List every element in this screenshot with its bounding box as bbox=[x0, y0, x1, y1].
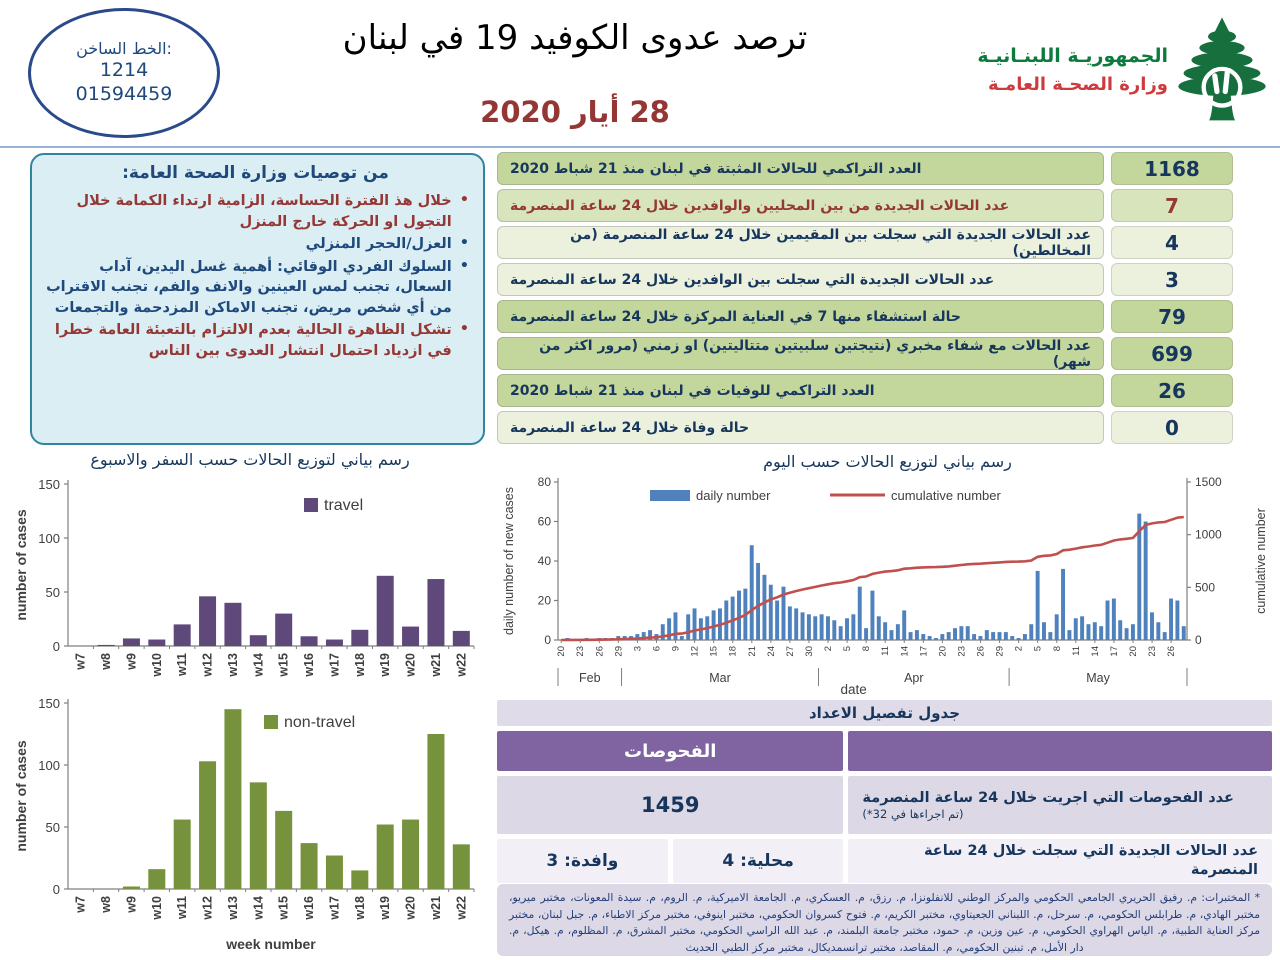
table-row bbox=[497, 263, 1233, 296]
svg-text:8: 8 bbox=[861, 646, 873, 652]
svg-text:29: 29 bbox=[613, 646, 625, 657]
svg-text:9: 9 bbox=[670, 646, 682, 652]
stat-label: عدد الحالات مع شفاء مخبري (نتيجتين سلبيتين متتاليتين) او زمني (مرور اكثر من شهر) bbox=[497, 337, 1104, 370]
bar-w15 bbox=[275, 614, 292, 646]
svg-text:20: 20 bbox=[537, 593, 551, 608]
svg-text:w19: w19 bbox=[378, 896, 393, 920]
svg-text:60: 60 bbox=[537, 514, 551, 529]
svg-text:w22: w22 bbox=[454, 896, 469, 920]
svg-text:w7: w7 bbox=[73, 896, 88, 913]
table-row bbox=[497, 337, 1233, 370]
ministry-name-line1: الجمهوريـة اللبنـانيـة bbox=[977, 45, 1168, 68]
tests-table-title: جدول تفصيل الاعداد bbox=[497, 700, 1272, 726]
bar-w14 bbox=[250, 782, 267, 889]
svg-text:w8: w8 bbox=[99, 896, 114, 913]
svg-text:w13: w13 bbox=[225, 653, 240, 677]
bar-w9 bbox=[123, 638, 140, 646]
tests-header-empty-cell bbox=[848, 731, 1272, 771]
table-row bbox=[497, 374, 1233, 407]
daily-cases-chart bbox=[500, 472, 1275, 704]
bars bbox=[123, 709, 470, 889]
svg-text:26: 26 bbox=[594, 646, 606, 657]
svg-text:17: 17 bbox=[1108, 646, 1120, 657]
header-divider bbox=[0, 146, 1280, 148]
stat-value: 699 bbox=[1111, 337, 1233, 370]
svg-text:w9: w9 bbox=[124, 896, 139, 913]
svg-text:w15: w15 bbox=[276, 653, 291, 677]
svg-text:w14: w14 bbox=[251, 896, 266, 920]
svg-text:0: 0 bbox=[52, 639, 60, 654]
hotline-number-long: 01594459 bbox=[75, 83, 173, 105]
svg-text:w9: w9 bbox=[124, 653, 139, 670]
svg-text:80: 80 bbox=[537, 475, 551, 489]
svg-text:14: 14 bbox=[1089, 646, 1101, 657]
svg-text:w19: w19 bbox=[378, 653, 393, 677]
svg-text:500: 500 bbox=[1195, 580, 1216, 595]
stat-value: 1168 bbox=[1111, 152, 1233, 185]
recommendation-item bbox=[42, 320, 469, 361]
svg-text:150: 150 bbox=[38, 696, 60, 711]
svg-text:20: 20 bbox=[937, 646, 949, 657]
recommendation-item bbox=[42, 234, 469, 255]
stat-label: العدد التراكمي للوفيات في لبنان منذ 21 شباط 2020 bbox=[497, 374, 1104, 407]
daily-stats-table bbox=[497, 152, 1233, 448]
stat-value: 0 bbox=[1111, 411, 1233, 444]
svg-text:w21: w21 bbox=[428, 653, 443, 677]
svg-text:non-travel: non-travel bbox=[284, 714, 356, 731]
svg-text:18: 18 bbox=[727, 646, 739, 657]
svg-text:30: 30 bbox=[803, 646, 815, 657]
table-row bbox=[497, 300, 1233, 333]
svg-text:100: 100 bbox=[38, 531, 60, 546]
svg-text:3: 3 bbox=[632, 646, 644, 652]
ministry-name-line2: وزارة الصحـة العامـة bbox=[987, 73, 1168, 95]
recommendation-text: خلال هذ الفترة الحساسة، الزامية ارتداء الكمامة خلال التجول او الحركة خارج المنزل bbox=[76, 193, 452, 230]
bars bbox=[98, 576, 470, 646]
travel-bar-chart bbox=[12, 472, 484, 694]
bar-w21 bbox=[427, 734, 444, 889]
bar-w10 bbox=[148, 869, 165, 889]
legend-daily-swatch bbox=[650, 490, 690, 501]
svg-text:w21: w21 bbox=[428, 896, 443, 920]
svg-text:w11: w11 bbox=[175, 896, 190, 919]
bullet-icon: • bbox=[459, 192, 469, 208]
svg-text:14: 14 bbox=[899, 646, 911, 657]
svg-text:27: 27 bbox=[784, 646, 796, 657]
tests-row-note: (تم اجراءها في 32*) bbox=[862, 807, 964, 822]
svg-text:Apr: Apr bbox=[904, 671, 924, 685]
bar-w8 bbox=[98, 645, 115, 646]
bar-w9 bbox=[123, 887, 140, 889]
svg-text:100: 100 bbox=[38, 758, 60, 773]
axes bbox=[64, 480, 474, 646]
stat-label: حالة استشفاء منها 7 في العناية المركزة خلال 24 ساعة المنصرمة bbox=[497, 300, 1104, 333]
svg-text:2: 2 bbox=[823, 646, 835, 652]
svg-text:w13: w13 bbox=[225, 896, 240, 920]
svg-text:w18: w18 bbox=[352, 653, 367, 677]
laboratories-footnote: * المختبرات: م. رفيق الحريري الجامعي الحكومي والمركز الوطني للانفلونزا، م. رزق، م. العسكري، م. الجامعة الاميركية، م. الروم، م. سيدة المعونات، مختبر ميريو، مختبر الهادي، م. طرابلس الحكومي، م. سرحل، م. اللبناني الجعيتاوي، مختبر الكريم، م. فتوح كسروان الحكومي، مختبر اينوفي، مختبر مركز الاطباء، م. جبل لبنان، مختبر مركز العناية الطبية، م. الياس الهراوي الحكومي، م. عين وزين، م. حمود، مختبر جامعة البلمند، م. عبد الله الراسي الحكومي، مختبر المشرق، م. المظلوم، م. هيكل، م. دار الأمل، م. تبنين الحكومي، م. المقاصد، مختبر ترانسمديكال، مختبر مركز الطبي الحديث bbox=[497, 884, 1272, 956]
svg-text:5: 5 bbox=[842, 646, 854, 652]
ministry-logo-block bbox=[977, 12, 1270, 128]
svg-text:w16: w16 bbox=[302, 653, 317, 677]
bar-w16 bbox=[301, 636, 318, 646]
svg-text:w10: w10 bbox=[149, 653, 164, 677]
svg-text:number of cases: number of cases bbox=[13, 740, 29, 852]
hotline-badge bbox=[28, 8, 220, 138]
table-row bbox=[497, 839, 1272, 883]
svg-text:20: 20 bbox=[1127, 646, 1139, 657]
svg-text:26: 26 bbox=[975, 646, 987, 657]
svg-text:26: 26 bbox=[1166, 646, 1178, 657]
svg-text:23: 23 bbox=[1147, 646, 1159, 657]
bar-w13 bbox=[224, 603, 241, 646]
arrivals-cases: وافدة: 3 bbox=[497, 839, 668, 883]
recommendation-text: العزل/الحجر المنزلي bbox=[305, 236, 452, 253]
recommendation-text: السلوك الفردي الوقائي: أهمية غسل اليدين، آداب السعال، تجنب لمس العينين والانف والفم، تجنب الاقتراب من أي شخص مريض، تجنب الاماكن المزدحمة والتجمعات bbox=[46, 258, 452, 316]
svg-text:20: 20 bbox=[556, 646, 568, 657]
svg-text:6: 6 bbox=[651, 646, 663, 652]
tests-detail-table bbox=[497, 700, 1272, 883]
new-cases-split-cell bbox=[497, 839, 843, 883]
tests-table-header-row bbox=[497, 731, 1272, 771]
recommendation-item bbox=[42, 191, 469, 232]
recommendations-box bbox=[30, 153, 485, 445]
stat-value: 3 bbox=[1111, 263, 1233, 296]
table-row bbox=[497, 152, 1233, 185]
svg-text:21: 21 bbox=[746, 646, 758, 657]
svg-text:cumulative number: cumulative number bbox=[1254, 508, 1268, 614]
svg-text:1500: 1500 bbox=[1195, 475, 1222, 489]
bar-w15 bbox=[275, 811, 292, 889]
svg-text:daily number of new cases: daily number of new cases bbox=[502, 487, 516, 635]
tests-row-label: عدد الفحوصات التي اجريت خلال 24 ساعة المنصرمة bbox=[862, 789, 1234, 806]
stat-value: 7 bbox=[1111, 189, 1233, 222]
ministry-name bbox=[977, 42, 1168, 98]
svg-text:May: May bbox=[1086, 671, 1110, 685]
svg-text:w10: w10 bbox=[149, 896, 164, 920]
bar-w18 bbox=[351, 630, 368, 646]
svg-text:50: 50 bbox=[45, 585, 60, 600]
table-row bbox=[497, 189, 1233, 222]
svg-text:w12: w12 bbox=[200, 653, 215, 677]
bar-w11 bbox=[174, 820, 191, 889]
svg-text:cumulative number: cumulative number bbox=[891, 488, 1001, 503]
bar-w22 bbox=[453, 631, 470, 646]
svg-text:29: 29 bbox=[994, 646, 1006, 657]
stat-label: عدد الحالات الجديدة من بين المحليين والوافدين خلال 24 ساعة المنصرمة bbox=[497, 189, 1104, 222]
hotline-label: الخط الساخن: bbox=[76, 39, 172, 59]
table-row bbox=[497, 226, 1233, 259]
svg-text:0: 0 bbox=[1195, 633, 1202, 647]
svg-text:5: 5 bbox=[1032, 646, 1044, 652]
stat-value: 26 bbox=[1111, 374, 1233, 407]
weekly-chart-title: رسم بياني لتوزيع الحالات حسب السفر والاسبوع bbox=[90, 450, 410, 469]
svg-text:23: 23 bbox=[575, 646, 587, 657]
bar-w13 bbox=[224, 709, 241, 889]
svg-text:w20: w20 bbox=[403, 896, 418, 920]
svg-text:w7: w7 bbox=[73, 653, 88, 670]
bar-w20 bbox=[402, 627, 419, 646]
svg-text:travel: travel bbox=[324, 497, 364, 514]
svg-text:w8: w8 bbox=[99, 653, 114, 670]
svg-text:w11: w11 bbox=[175, 653, 190, 676]
svg-text:17: 17 bbox=[918, 646, 930, 657]
svg-text:12: 12 bbox=[689, 646, 701, 657]
stat-value: 4 bbox=[1111, 226, 1233, 259]
bar-w19 bbox=[377, 576, 394, 646]
bullet-icon: • bbox=[459, 235, 469, 252]
bar-w10 bbox=[148, 640, 165, 646]
bar-w18 bbox=[351, 870, 368, 889]
stat-label: حالة وفاة خلال 24 ساعة المنصرمة bbox=[497, 411, 1104, 444]
table-row bbox=[497, 776, 1272, 834]
svg-text:15: 15 bbox=[708, 646, 720, 657]
svg-text:Feb: Feb bbox=[578, 671, 601, 685]
svg-text:2: 2 bbox=[1013, 646, 1025, 652]
daily-chart-title: رسم بياني لتوزيع الحالات حسب اليوم bbox=[763, 452, 1012, 471]
page-title: ترصد عدوى الكوفيد 19 في لبنان bbox=[342, 18, 808, 58]
bar-w20 bbox=[402, 820, 419, 889]
svg-text:150: 150 bbox=[38, 477, 60, 492]
bullet-icon: • bbox=[459, 257, 469, 274]
bar-w19 bbox=[377, 825, 394, 889]
svg-text:number of cases: number of cases bbox=[13, 509, 29, 621]
svg-text:w15: w15 bbox=[276, 896, 291, 920]
daily-chart-svg bbox=[500, 472, 1275, 700]
recommendation-text: تشكل الظاهرة الحالية بعدم الالتزام بالتعبئة العامة خطرا في ازدياد احتمال انتشار العدوى بين الناس bbox=[54, 322, 452, 360]
bar-w12 bbox=[199, 596, 216, 646]
stat-label: عدد الحالات الجديدة التي سجلت بين المقيمين خلال 24 ساعة المنصرمة (من المخالطين) bbox=[497, 226, 1104, 259]
bar-w12 bbox=[199, 761, 216, 889]
cedar-tree-icon bbox=[1174, 12, 1270, 128]
svg-text:0: 0 bbox=[52, 882, 60, 897]
local-cases: محلية: 4 bbox=[673, 839, 844, 883]
recommendations-title: من توصيات وزارة الصحة العامة: bbox=[122, 163, 389, 183]
svg-text:w20: w20 bbox=[403, 653, 418, 677]
daily-bars bbox=[565, 514, 1185, 640]
bar-w16 bbox=[301, 843, 318, 889]
svg-text:8: 8 bbox=[1051, 646, 1063, 652]
weekly_non_travel-svg bbox=[12, 693, 484, 955]
tests-count: 1459 bbox=[640, 793, 700, 817]
non-travel-bar-chart bbox=[12, 693, 484, 959]
svg-text:50: 50 bbox=[45, 820, 60, 835]
stat-value: 79 bbox=[1111, 300, 1233, 333]
svg-text:daily number: daily number bbox=[696, 488, 771, 503]
svg-text:w14: w14 bbox=[251, 653, 266, 677]
svg-text:11: 11 bbox=[880, 646, 892, 656]
svg-text:11: 11 bbox=[1070, 646, 1082, 656]
svg-text:Mar: Mar bbox=[709, 671, 731, 685]
bar-w21 bbox=[427, 579, 444, 646]
svg-text:date: date bbox=[840, 682, 867, 697]
svg-text:40: 40 bbox=[537, 554, 551, 568]
stat-label: عدد الحالات الجديدة التي سجلت بين الوافدين خلال 24 ساعة المنصرمة bbox=[497, 263, 1104, 296]
bar-w22 bbox=[453, 844, 470, 889]
recommendation-item bbox=[42, 257, 469, 319]
legend-swatch bbox=[304, 498, 318, 512]
legend-swatch bbox=[264, 715, 278, 729]
hotline-number-short: 1214 bbox=[99, 59, 149, 82]
table-row bbox=[497, 411, 1233, 444]
stat-label: العدد التراكمي للحالات المثبتة في لبنان منذ 21 شباط 2020 bbox=[497, 152, 1104, 185]
bar-w14 bbox=[250, 635, 267, 646]
bar-w17 bbox=[326, 640, 343, 646]
bar-w11 bbox=[174, 624, 191, 646]
weekly_travel-svg bbox=[12, 472, 484, 690]
svg-text:24: 24 bbox=[765, 646, 777, 657]
svg-text:23: 23 bbox=[956, 646, 968, 657]
bullet-icon: • bbox=[459, 321, 469, 338]
report-date: 28 أيار 2020 bbox=[480, 95, 670, 129]
svg-text:w17: w17 bbox=[327, 896, 342, 920]
svg-text:w22: w22 bbox=[454, 653, 469, 677]
svg-text:w18: w18 bbox=[352, 896, 367, 920]
new-cases-row-label: عدد الحالات الجديدة التي سجلت خلال 24 ساعة المنصرمة bbox=[924, 843, 1258, 878]
tests-header-cell: الفحوصات bbox=[497, 731, 843, 771]
svg-text:w16: w16 bbox=[302, 896, 317, 920]
svg-text:w17: w17 bbox=[327, 653, 342, 677]
bar-w17 bbox=[326, 856, 343, 889]
svg-text:w12: w12 bbox=[200, 896, 215, 920]
svg-text:week number: week number bbox=[226, 936, 316, 952]
svg-text:0: 0 bbox=[544, 633, 551, 647]
svg-text:1000: 1000 bbox=[1195, 527, 1222, 542]
